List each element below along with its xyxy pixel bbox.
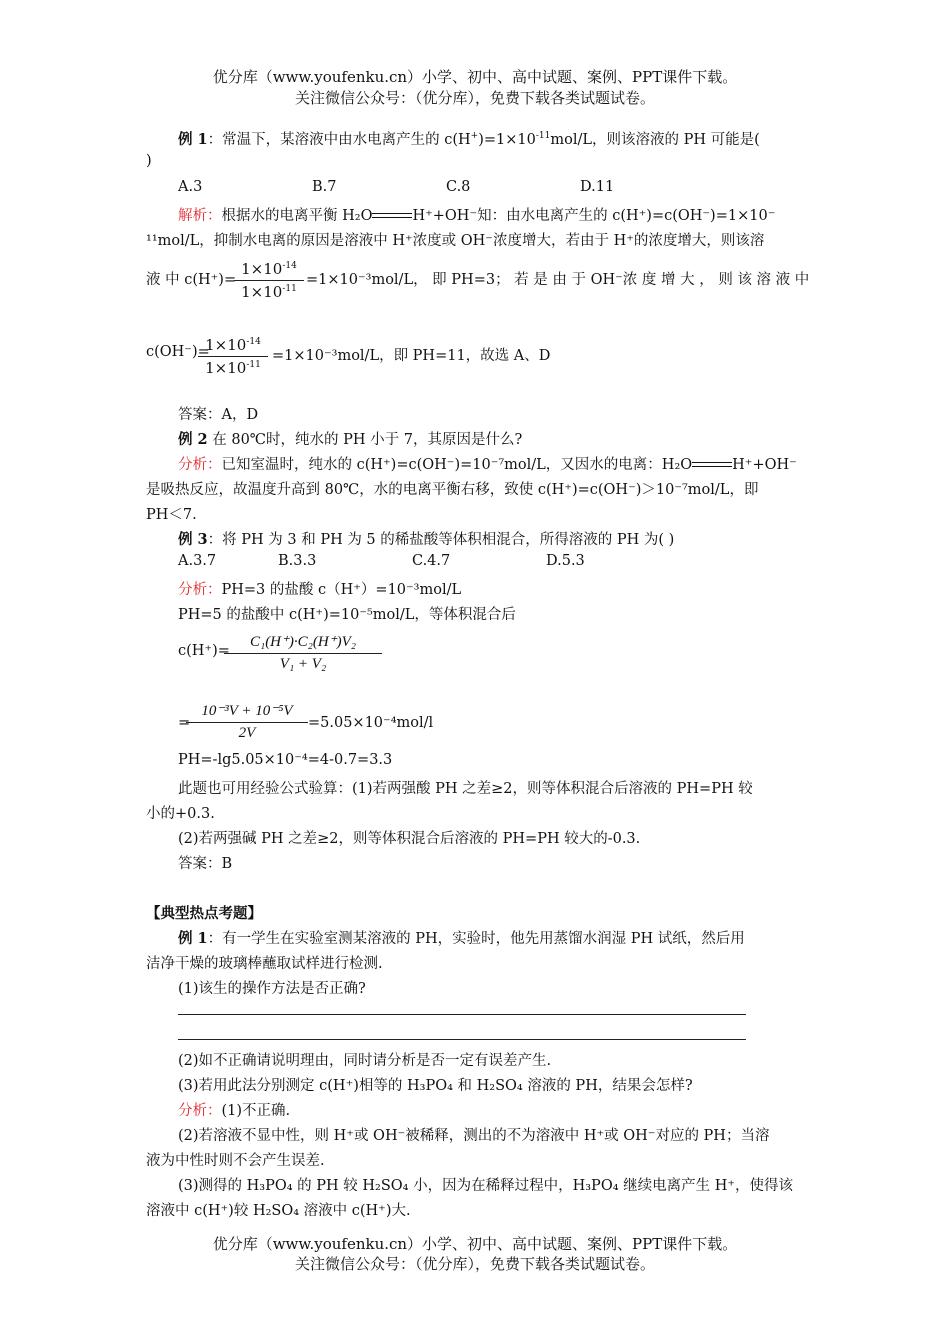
ex1-frac1-num: 1×10 bbox=[241, 260, 283, 278]
ex2-analysis-2: 是吸热反应，故温度升高到 80℃，水的电离平衡右移，致使 c(H⁺)=c(OH⁻)＞10⁻⁷mol/L，即 bbox=[146, 482, 759, 498]
section-analysis-4: (3)测得的 H₃PO₄ 的 PH 较 H₂SO₄ 小，因为在稀释过程中，H₃PO₄ 继续电离产生 H⁺，使得该 bbox=[178, 1178, 794, 1194]
section-question-3: (1)该生的操作方法是否正确? bbox=[178, 981, 366, 997]
ex1-frac2-den: 1×10 bbox=[205, 359, 247, 377]
ex3-f2-den: 2V bbox=[238, 725, 256, 741]
ex3-question bbox=[178, 528, 674, 549]
section-analysis-5: 溶液中 c(H⁺)较 H₂SO₄ 溶液中 c(H⁺)大. bbox=[146, 1203, 411, 1219]
ex2-analysis-label: 分析： bbox=[178, 457, 222, 473]
ex1-analysis-3-post: =1×10⁻³mol/L， 即 PH=3； 若 是 由 于 OH⁻浓 度 增 大 ， 则 该 溶 液 中 bbox=[306, 272, 810, 288]
ex1-frac2-num: 1×10 bbox=[205, 336, 247, 354]
ex1-option-c: C.8 bbox=[446, 179, 471, 195]
ex1-frac2-den-exp: -11 bbox=[246, 360, 261, 370]
ex3-a1: PH=3 的盐酸 c（H⁺）=10⁻³mol/L bbox=[221, 582, 462, 598]
ex1-question: 例 1：常温下，某溶液中由水电离产生的 $c(H^+)=1\times 10^{-11}mol/L$，则该溶液的 PH 可能是( bbox=[178, 131, 760, 148]
ex1-a1b: H⁺+OH⁻知：由水电离产生的 c(H⁺)=c(OH⁻)=1×10⁻ bbox=[412, 208, 776, 224]
ex1-analysis-4-post: =1×10⁻³mol/L，即 PH=11，故选 A、D bbox=[272, 348, 551, 364]
ex1-q-b: )=1×10 bbox=[478, 132, 536, 148]
ex3-formula-1 bbox=[224, 632, 382, 673]
ex1-fraction-2 bbox=[198, 336, 268, 377]
ex1-option-b: B.7 bbox=[312, 179, 337, 195]
ex3-formula-1-pre: c(H⁺)= bbox=[178, 643, 230, 659]
ex3-option-b: B.3.3 bbox=[278, 553, 317, 569]
section-ex1-label: 例 1 bbox=[178, 930, 208, 947]
ex1-a1: 根据水的电离平衡 H₂O bbox=[221, 208, 373, 224]
ex1-analysis-2: ¹¹mol/L，抑制水电离的原因是溶液中 H⁺浓度或 OH⁻浓度增大，若由于 H⁺的浓度增大，则该溶 bbox=[146, 233, 765, 249]
ex3-analysis-2: PH=5 的盐酸中 c(H⁺)=10⁻⁵mol/L，等体积混合后 bbox=[178, 607, 516, 623]
section-question-4: (2)如不正确请说明理由，同时请分析是否一定有误差产生. bbox=[178, 1053, 552, 1069]
ex3-analysis-3: PH=-lg5.05×10⁻⁴=4-0.7=3.3 bbox=[178, 752, 393, 768]
ex2-a1b: H⁺+OH⁻ bbox=[732, 457, 797, 473]
ex1-answer: 答案：A，D bbox=[178, 407, 259, 423]
ex2-q: 在 80℃时，纯水的 PH 小于 7，其原因是什么? bbox=[207, 432, 523, 448]
ex1-option-a: A.3 bbox=[178, 179, 203, 195]
ex2-analysis-1 bbox=[178, 453, 797, 474]
ex3-f1-num: C₁(H⁺)·C₂(H⁺)V₂ bbox=[249, 634, 357, 650]
section-a1: (1)不正确. bbox=[221, 1103, 291, 1119]
ex3-analysis-4: 此题也可用经验公式验算：(1)若两强酸 PH 之差≥2，则等体积混合后溶液的 PH=PH 较 bbox=[178, 781, 753, 797]
section-analysis-3: 液为中性时则不会产生误差. bbox=[146, 1153, 325, 1169]
ex2-analysis-3: PH＜7. bbox=[146, 507, 197, 523]
ex1-frac2-num-exp: -14 bbox=[246, 337, 261, 347]
equilibrium-arrow-icon bbox=[372, 211, 412, 219]
section-analysis-1 bbox=[178, 1099, 290, 1120]
section-analysis-label: 分析： bbox=[178, 1103, 222, 1119]
ex1-analysis-3-pre: 液 中 c(H⁺)= bbox=[146, 272, 237, 288]
ex1-fraction-1 bbox=[234, 260, 304, 301]
ex3-formula-2-post: =5.05×10⁻⁴mol/l bbox=[308, 715, 434, 731]
ex3-option-a: A.3.7 bbox=[178, 553, 217, 569]
ex1-q-exp: -11 bbox=[535, 131, 551, 141]
section-question-1 bbox=[178, 927, 745, 948]
ex1-option-d: D.11 bbox=[580, 179, 615, 195]
ex1-analysis-4-pre: c(OH⁻)= bbox=[146, 344, 210, 360]
equilibrium-arrow-icon bbox=[692, 460, 732, 468]
answer-blank-line-1[interactable] bbox=[178, 1014, 746, 1015]
ex1-analysis-1 bbox=[178, 204, 775, 225]
section-question-2: 洁净干燥的玻璃棒蘸取试样进行检测. bbox=[146, 956, 383, 972]
ex3-formula-2-pre: = bbox=[178, 715, 191, 731]
section-title: 【典型热点考题】 bbox=[146, 905, 262, 922]
ex3-option-c: C.4.7 bbox=[412, 553, 451, 569]
ex3-analysis-6: (2)若两强碱 PH 之差≥2，则等体积混合后溶液的 PH=PH 较大的-0.3. bbox=[178, 831, 641, 847]
section-question-5: (3)若用此法分别测定 c(H⁺)相等的 H₃PO₄ 和 H₂SO₄ 溶液的 PH，结果会怎样? bbox=[178, 1078, 693, 1094]
ex1-frac1-num-exp: -14 bbox=[282, 261, 297, 271]
ex3-analysis-5: 小的+0.3. bbox=[146, 806, 215, 822]
ex1-frac1-den: 1×10 bbox=[241, 283, 283, 301]
ex3-answer: 答案：B bbox=[178, 856, 233, 872]
ex2-question bbox=[178, 428, 522, 449]
ex3-label: 例 3 bbox=[178, 531, 208, 548]
ex3-f1-den: V₁ + V₂ bbox=[279, 656, 327, 672]
ex3-analysis-label: 分析： bbox=[178, 582, 222, 598]
ex2-label: 例 2 bbox=[178, 431, 208, 448]
ex2-a1: 已知室温时，纯水的 c(H⁺)=c(OH⁻)=10⁻⁷mol/L，又因水的电离：H₂O bbox=[221, 457, 693, 473]
ex3-analysis-1 bbox=[178, 578, 461, 599]
header-line-2: 关注微信公众号：（优分库），免费下载各类试题试卷。 bbox=[294, 89, 655, 107]
answer-blank-line-2[interactable] bbox=[178, 1039, 746, 1040]
footer-line-1: 优分库（www.youfenku.cn）小学、初中、高中试题、案例、PPT课件下载。 bbox=[212, 1235, 738, 1253]
ex1-label: 例 1 bbox=[178, 131, 208, 148]
section-q1: ：有一学生在实验室测某溶液的 PH，实验时，他先用蒸馏水润湿 PH 试纸，然后用 bbox=[207, 931, 745, 947]
header-line-1: 优分库（www.youfenku.cn）小学、初中、高中试题、案例、PPT课件下载。 bbox=[212, 68, 738, 86]
ex3-option-d: D.5.3 bbox=[546, 553, 585, 569]
ex1-question-end: ) bbox=[146, 153, 152, 169]
ex1-q-c: mol/L，则该溶液的 PH 可能是( bbox=[550, 132, 760, 148]
ex1-analysis-label: 解析： bbox=[178, 208, 222, 224]
ex3-formula-2 bbox=[186, 701, 308, 742]
ex1-frac1-den-exp: -11 bbox=[282, 284, 297, 294]
ex1-q-a: ：常温下，某溶液中由水电离产生的 c(H bbox=[207, 132, 471, 148]
footer-line-2: 关注微信公众号：（优分库），免费下载各类试题试卷。 bbox=[294, 1255, 655, 1273]
ex3-q: ：将 PH 为 3 和 PH 为 5 的稀盐酸等体积相混合，所得溶液的 PH 为( ) bbox=[207, 532, 675, 548]
ex3-f2-num: 10⁻³V + 10⁻⁵V bbox=[201, 703, 293, 719]
section-analysis-2: (2)若溶液不显中性，则 H⁺或 OH⁻被稀释，测出的不为溶液中 H⁺或 OH⁻对应的 PH；当溶 bbox=[178, 1128, 770, 1144]
